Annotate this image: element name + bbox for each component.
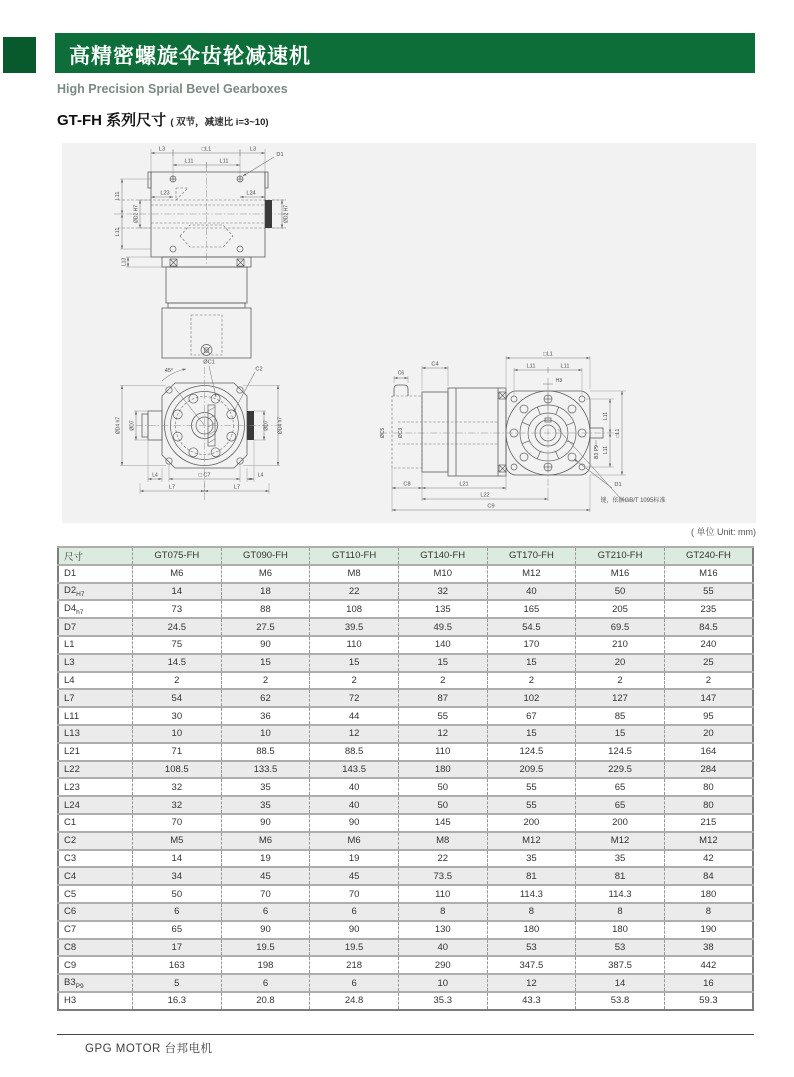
value-cell: M12 xyxy=(487,832,576,850)
value-cell: 6 xyxy=(310,903,399,921)
svg-text:L7: L7 xyxy=(168,484,176,491)
value-cell: 14 xyxy=(133,850,222,868)
svg-text:□L1: □L1 xyxy=(543,351,553,358)
value-cell: 90 xyxy=(221,921,310,939)
value-cell: 210 xyxy=(576,636,665,654)
value-cell: 164 xyxy=(664,743,753,761)
svg-text:ØD2 H7: ØD2 H7 xyxy=(133,204,140,224)
value-cell: 284 xyxy=(664,761,753,779)
svg-text:键，依据GB/T 1095标准: 键，依据GB/T 1095标准 xyxy=(600,498,666,504)
svg-text:L11: L11 xyxy=(603,412,609,420)
value-cell: 140 xyxy=(398,636,487,654)
value-cell: 32 xyxy=(133,778,222,796)
value-cell: 36 xyxy=(221,707,310,725)
dimensions-table xyxy=(57,546,754,1011)
svg-text:L3: L3 xyxy=(158,146,166,153)
table-row xyxy=(58,618,753,636)
dim-label: C5 xyxy=(58,885,133,903)
svg-text:B3 P9: B3 P9 xyxy=(594,445,600,459)
value-cell: M12 xyxy=(664,832,753,850)
value-cell: 18 xyxy=(221,583,310,601)
side-view-lines xyxy=(380,356,630,512)
svg-text:L11: L11 xyxy=(219,158,229,165)
header-bar xyxy=(55,33,755,73)
table-row xyxy=(58,689,753,707)
svg-text:ØC1: ØC1 xyxy=(203,359,215,366)
value-cell: 35 xyxy=(221,796,310,814)
front-view-lines xyxy=(120,366,282,501)
value-cell: 127 xyxy=(576,689,665,707)
value-cell: 62 xyxy=(221,689,310,707)
column-header: GT210-FH xyxy=(576,547,665,565)
value-cell: 218 xyxy=(310,956,399,974)
footer-brand: GPG MOTOR 台邦电机 xyxy=(85,1043,213,1055)
svg-text:ØD2 H7: ØD2 H7 xyxy=(283,204,290,224)
value-cell: 34 xyxy=(133,867,222,885)
value-cell: 19.5 xyxy=(310,939,399,957)
dim-label: C7 xyxy=(58,921,133,939)
value-cell: 19 xyxy=(310,850,399,868)
value-cell: 2 xyxy=(576,672,665,690)
value-cell: 50 xyxy=(398,796,487,814)
svg-text:L11: L11 xyxy=(526,363,536,370)
value-cell: 442 xyxy=(664,956,753,974)
value-cell: 53 xyxy=(576,939,665,957)
column-header: GT140-FH xyxy=(398,547,487,565)
value-cell: 59.3 xyxy=(664,992,753,1010)
value-cell: 67 xyxy=(487,707,576,725)
svg-text:C9: C9 xyxy=(487,503,495,510)
svg-text:L4: L4 xyxy=(257,472,264,479)
dim-label: $D2_{H7}$ xyxy=(58,583,133,601)
value-cell: 290 xyxy=(398,956,487,974)
value-cell: 163 xyxy=(133,956,222,974)
value-cell: 8 xyxy=(576,903,665,921)
value-cell: M6 xyxy=(221,832,310,850)
column-header: GT110-FH xyxy=(310,547,399,565)
table-row xyxy=(58,867,753,885)
svg-text:□L1: □L1 xyxy=(201,146,212,153)
value-cell: 45 xyxy=(221,867,310,885)
value-cell: 165 xyxy=(487,600,576,618)
value-cell: 6 xyxy=(133,903,222,921)
value-cell: 15 xyxy=(221,654,310,672)
value-cell: 39.5 xyxy=(310,618,399,636)
value-cell: 53 xyxy=(487,939,576,957)
value-cell: M6 xyxy=(221,565,310,583)
svg-text:ØC5: ØC5 xyxy=(380,427,386,439)
dim-label: L21 xyxy=(58,743,133,761)
drawing-panel xyxy=(62,143,756,523)
value-cell: 53.8 xyxy=(576,992,665,1010)
value-cell: 14 xyxy=(576,974,665,992)
value-cell: 15 xyxy=(398,654,487,672)
svg-text:ØD4 h7: ØD4 h7 xyxy=(115,416,122,435)
side-view-drawing xyxy=(372,348,702,518)
dim-label: L3 xyxy=(58,654,133,672)
value-cell: 49.5 xyxy=(398,618,487,636)
value-cell: 40 xyxy=(310,796,399,814)
value-cell: 108 xyxy=(310,600,399,618)
value-cell: 143.5 xyxy=(310,761,399,779)
svg-text:L22: L22 xyxy=(480,492,490,499)
svg-text:D1: D1 xyxy=(614,482,622,488)
value-cell: 22 xyxy=(310,583,399,601)
value-cell: 65 xyxy=(576,796,665,814)
value-cell: 81 xyxy=(576,867,665,885)
table-row xyxy=(58,832,753,850)
value-cell: 42 xyxy=(664,850,753,868)
table-row xyxy=(58,992,753,1010)
value-cell: 6 xyxy=(221,974,310,992)
svg-text:L4: L4 xyxy=(152,472,158,479)
table-row xyxy=(58,956,753,974)
table-row xyxy=(58,974,753,992)
value-cell: M12 xyxy=(487,565,576,583)
top-view-lines xyxy=(114,146,290,358)
dim-label: $D4_{h7}$ xyxy=(58,600,133,618)
value-cell: 17 xyxy=(133,939,222,957)
value-cell: 40 xyxy=(487,583,576,601)
svg-text:L11: L11 xyxy=(184,158,194,165)
value-cell: 90 xyxy=(310,921,399,939)
value-cell: 205 xyxy=(576,600,665,618)
value-cell: 10 xyxy=(398,974,487,992)
value-cell: 88.5 xyxy=(310,743,399,761)
value-cell: 145 xyxy=(398,814,487,832)
section-title-note: ( 双节，减速比 i=3~10) xyxy=(170,117,269,128)
value-cell: 55 xyxy=(664,583,753,601)
column-header: GT240-FH xyxy=(664,547,753,565)
dim-label: L22 xyxy=(58,761,133,779)
column-header: GT170-FH xyxy=(487,547,576,565)
value-cell: 90 xyxy=(310,814,399,832)
value-cell: M12 xyxy=(576,832,665,850)
value-cell: 8 xyxy=(487,903,576,921)
dim-label: L7 xyxy=(58,689,133,707)
value-cell: 55 xyxy=(487,796,576,814)
value-cell: 19 xyxy=(221,850,310,868)
top-view-labels xyxy=(115,147,290,267)
value-cell: 180 xyxy=(664,885,753,903)
value-cell: 16.3 xyxy=(133,992,222,1010)
value-cell: 55 xyxy=(398,707,487,725)
table-row xyxy=(58,778,753,796)
value-cell: 84.5 xyxy=(664,618,753,636)
value-cell: M6 xyxy=(133,565,222,583)
front-view-labels xyxy=(116,360,284,491)
dim-label: C6 xyxy=(58,903,133,921)
svg-text:□L1: □L1 xyxy=(615,428,621,438)
front-view-drawing xyxy=(112,355,312,525)
dim-label: L13 xyxy=(58,725,133,743)
value-cell: 88.5 xyxy=(221,743,310,761)
svg-text:L11: L11 xyxy=(560,363,570,370)
svg-text:□ C7: □ C7 xyxy=(198,472,211,479)
value-cell: 10 xyxy=(221,725,310,743)
unit-note: ( 单位 Unit: mm) xyxy=(691,527,756,537)
value-cell: 54.5 xyxy=(487,618,576,636)
dim-label: C1 xyxy=(58,814,133,832)
value-cell: 110 xyxy=(398,885,487,903)
value-cell: 70 xyxy=(133,814,222,832)
value-cell: 387.5 xyxy=(576,956,665,974)
page-title: 高精密螺旋伞齿轮减速机 xyxy=(69,45,311,68)
value-cell: 40 xyxy=(398,939,487,957)
value-cell: 180 xyxy=(398,761,487,779)
table-row xyxy=(58,761,753,779)
svg-text:ØD7: ØD7 xyxy=(129,420,136,431)
value-cell: 133.5 xyxy=(221,761,310,779)
dim-label: C9 xyxy=(58,956,133,974)
dim-label: D1 xyxy=(58,565,133,583)
svg-text:L3: L3 xyxy=(249,146,257,153)
value-cell: 198 xyxy=(221,956,310,974)
page-subtitle: High Precision Sprial Bevel Gearboxes xyxy=(57,82,288,96)
dim-label: D7 xyxy=(58,618,133,636)
table-row xyxy=(58,636,753,654)
top-view-drawing xyxy=(96,145,296,361)
value-cell: 14 xyxy=(133,583,222,601)
value-cell: 15 xyxy=(487,725,576,743)
value-cell: 22 xyxy=(398,850,487,868)
value-cell: 130 xyxy=(398,921,487,939)
value-cell: 65 xyxy=(133,921,222,939)
svg-text:45°: 45° xyxy=(164,368,174,374)
value-cell: 35 xyxy=(487,850,576,868)
value-cell: 72 xyxy=(310,689,399,707)
value-cell: 35 xyxy=(576,850,665,868)
table-row xyxy=(58,850,753,868)
value-cell: 114.3 xyxy=(576,885,665,903)
dim-label: C4 xyxy=(58,867,133,885)
svg-text:C6: C6 xyxy=(397,370,405,377)
value-cell: 8 xyxy=(398,903,487,921)
svg-text:L23: L23 xyxy=(160,190,170,197)
value-cell: 2 xyxy=(310,672,399,690)
svg-text:C4: C4 xyxy=(431,361,439,368)
svg-text:L21: L21 xyxy=(459,481,469,488)
value-cell: 88 xyxy=(221,600,310,618)
table-row xyxy=(58,672,753,690)
svg-text:L11: L11 xyxy=(115,191,121,201)
table-row xyxy=(58,583,753,601)
value-cell: 24.8 xyxy=(310,992,399,1010)
value-cell: 2 xyxy=(664,672,753,690)
svg-text:H3: H3 xyxy=(555,378,563,384)
value-cell: 110 xyxy=(398,743,487,761)
value-cell: M8 xyxy=(310,565,399,583)
svg-text:L11: L11 xyxy=(115,227,121,237)
value-cell: 19.5 xyxy=(221,939,310,957)
side-view-labels xyxy=(380,352,665,510)
column-header-dim: 尺寸 xyxy=(58,547,133,565)
value-cell: 75 xyxy=(133,636,222,654)
value-cell: 85 xyxy=(576,707,665,725)
table-row xyxy=(58,921,753,939)
dim-label: H3 xyxy=(58,992,133,1010)
table-row xyxy=(58,814,753,832)
dim-label: C2 xyxy=(58,832,133,850)
value-cell: 5 xyxy=(133,974,222,992)
value-cell: 87 xyxy=(398,689,487,707)
column-header: GT075-FH xyxy=(133,547,222,565)
value-cell: 44 xyxy=(310,707,399,725)
value-cell: 24.5 xyxy=(133,618,222,636)
svg-text:D1: D1 xyxy=(276,152,284,158)
value-cell: 135 xyxy=(398,600,487,618)
value-cell: 2 xyxy=(398,672,487,690)
value-cell: 55 xyxy=(487,778,576,796)
svg-text:L11: L11 xyxy=(603,446,609,454)
value-cell: 45 xyxy=(310,867,399,885)
value-cell: 190 xyxy=(664,921,753,939)
column-header: GT090-FH xyxy=(221,547,310,565)
value-cell: 215 xyxy=(664,814,753,832)
dim-label: $B3_{P9}$ xyxy=(58,974,133,992)
value-cell: 124.5 xyxy=(487,743,576,761)
value-cell: 108.5 xyxy=(133,761,222,779)
value-cell: 6 xyxy=(221,903,310,921)
value-cell: 8 xyxy=(664,903,753,921)
value-cell: 124.5 xyxy=(576,743,665,761)
dim-label: L11 xyxy=(58,707,133,725)
value-cell: 38 xyxy=(664,939,753,957)
value-cell: 200 xyxy=(487,814,576,832)
value-cell: 209.5 xyxy=(487,761,576,779)
value-cell: 102 xyxy=(487,689,576,707)
value-cell: 2 xyxy=(221,672,310,690)
value-cell: 12 xyxy=(398,725,487,743)
footer-divider xyxy=(57,1034,754,1035)
value-cell: 12 xyxy=(487,974,576,992)
value-cell: 50 xyxy=(398,778,487,796)
dim-label: C8 xyxy=(58,939,133,957)
value-cell: 20 xyxy=(664,725,753,743)
svg-text:C2: C2 xyxy=(255,366,263,373)
value-cell: 70 xyxy=(310,885,399,903)
value-cell: 229.5 xyxy=(576,761,665,779)
dim-label: L4 xyxy=(58,672,133,690)
accent-square xyxy=(3,37,36,73)
value-cell: 81 xyxy=(487,867,576,885)
value-cell: 240 xyxy=(664,636,753,654)
dim-label: L24 xyxy=(58,796,133,814)
value-cell: 25 xyxy=(664,654,753,672)
value-cell: 347.5 xyxy=(487,956,576,974)
value-cell: 32 xyxy=(133,796,222,814)
value-cell: 54 xyxy=(133,689,222,707)
value-cell: 114.3 xyxy=(487,885,576,903)
value-cell: 110 xyxy=(310,636,399,654)
value-cell: 84 xyxy=(664,867,753,885)
value-cell: 70 xyxy=(221,885,310,903)
value-cell: M10 xyxy=(398,565,487,583)
value-cell: 50 xyxy=(133,885,222,903)
value-cell: 15 xyxy=(576,725,665,743)
value-cell: 170 xyxy=(487,636,576,654)
value-cell: 43.3 xyxy=(487,992,576,1010)
value-cell: 16 xyxy=(664,974,753,992)
value-cell: 73.5 xyxy=(398,867,487,885)
table-row xyxy=(58,743,753,761)
value-cell: M16 xyxy=(664,565,753,583)
value-cell: M5 xyxy=(133,832,222,850)
value-cell: 35 xyxy=(221,778,310,796)
value-cell: 90 xyxy=(221,636,310,654)
value-cell: 200 xyxy=(576,814,665,832)
value-cell: 80 xyxy=(664,796,753,814)
table-row xyxy=(58,725,753,743)
value-cell: 40 xyxy=(310,778,399,796)
table-row xyxy=(58,707,753,725)
dim-label: C3 xyxy=(58,850,133,868)
value-cell: 6 xyxy=(310,974,399,992)
dim-label: L1 xyxy=(58,636,133,654)
table-row xyxy=(58,885,753,903)
table-row xyxy=(58,903,753,921)
value-cell: M8 xyxy=(398,832,487,850)
value-cell: 20.8 xyxy=(221,992,310,1010)
value-cell: 235 xyxy=(664,600,753,618)
table-header-row xyxy=(58,547,753,565)
value-cell: 180 xyxy=(576,921,665,939)
value-cell: 14.5 xyxy=(133,654,222,672)
svg-text:L7: L7 xyxy=(233,484,241,491)
table-row xyxy=(58,654,753,672)
svg-text:L13: L13 xyxy=(121,257,128,267)
svg-text:ØC3: ØC3 xyxy=(398,427,404,439)
value-cell: 12 xyxy=(310,725,399,743)
svg-text:ØD7: ØD7 xyxy=(263,420,270,431)
value-cell: 90 xyxy=(221,814,310,832)
value-cell: 180 xyxy=(487,921,576,939)
value-cell: 10 xyxy=(133,725,222,743)
value-cell: 95 xyxy=(664,707,753,725)
value-cell: 147 xyxy=(664,689,753,707)
value-cell: 65 xyxy=(576,778,665,796)
value-cell: 69.5 xyxy=(576,618,665,636)
section-title-main: GT-FH 系列尺寸 xyxy=(57,112,167,129)
section-title xyxy=(57,109,269,130)
value-cell: 15 xyxy=(487,654,576,672)
value-cell: 15 xyxy=(310,654,399,672)
value-cell: 71 xyxy=(133,743,222,761)
value-cell: 2 xyxy=(487,672,576,690)
value-cell: 30 xyxy=(133,707,222,725)
svg-text:L24: L24 xyxy=(246,190,256,197)
value-cell: 35.3 xyxy=(398,992,487,1010)
table-row xyxy=(58,939,753,957)
svg-text:ØD4 h7: ØD4 h7 xyxy=(277,416,284,435)
svg-text:C8: C8 xyxy=(403,481,411,488)
value-cell: 20 xyxy=(576,654,665,672)
table-row xyxy=(58,796,753,814)
value-cell: 50 xyxy=(576,583,665,601)
value-cell: M16 xyxy=(576,565,665,583)
table-row xyxy=(58,565,753,583)
value-cell: 27.5 xyxy=(221,618,310,636)
dim-label: L23 xyxy=(58,778,133,796)
value-cell: M6 xyxy=(310,832,399,850)
value-cell: 80 xyxy=(664,778,753,796)
table-row xyxy=(58,600,753,618)
value-cell: 32 xyxy=(398,583,487,601)
value-cell: 2 xyxy=(133,672,222,690)
value-cell: 73 xyxy=(133,600,222,618)
